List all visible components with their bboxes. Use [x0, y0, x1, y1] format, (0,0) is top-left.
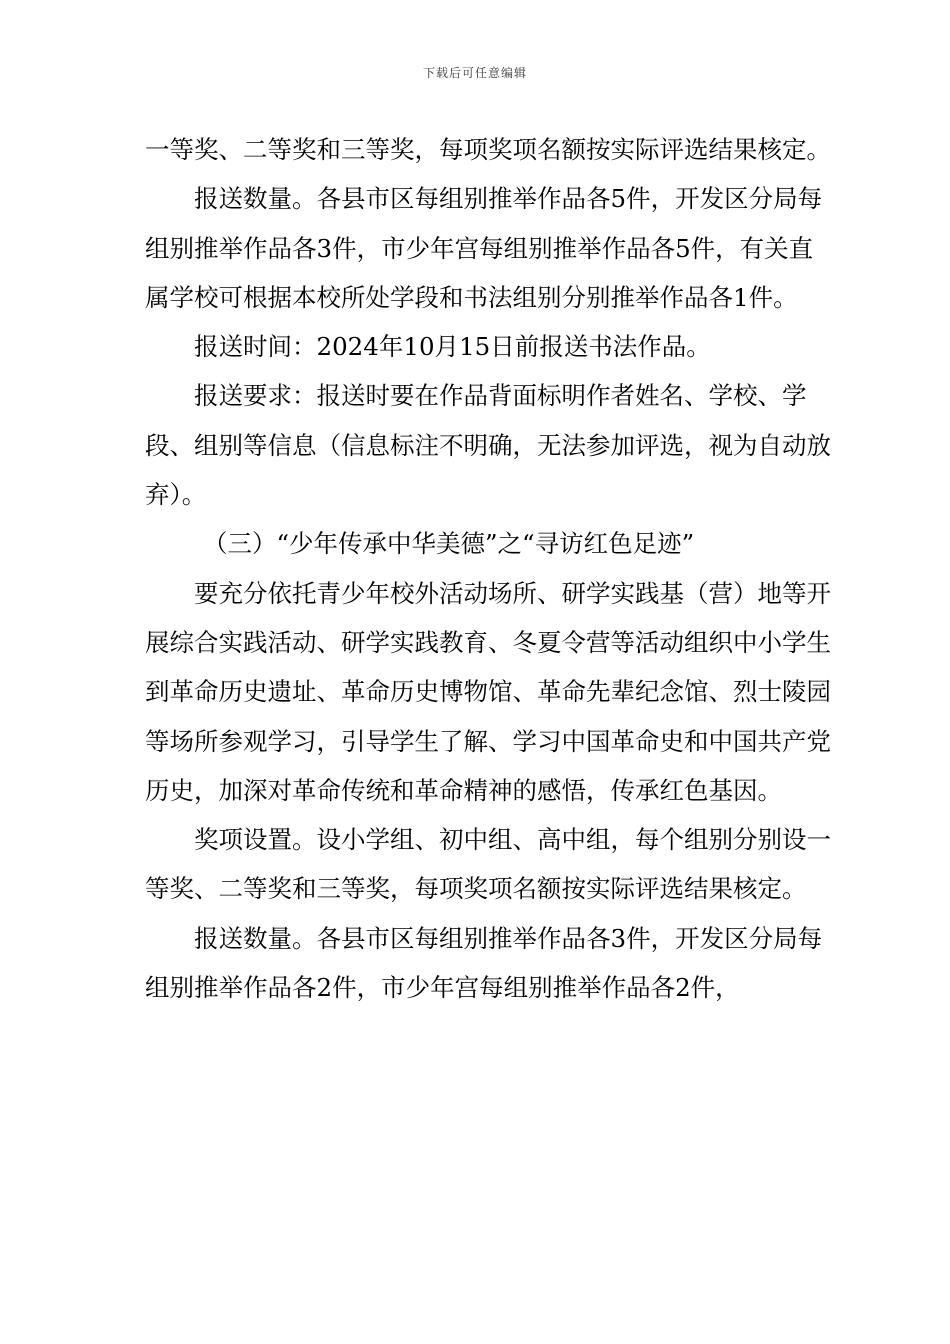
- paragraph-award-settings: 奖项设置。设小学组、初中组、高中组，每个组别分别设一等奖、二等奖和三等奖，每项奖项名额按实际评选结果核定。: [145, 825, 831, 904]
- paragraph-award-continuation: 一等奖、二等奖和三等奖，每项奖项名额按实际评选结果核定。: [145, 135, 831, 164]
- paragraph-submission-requirements: 报送要求：报送时要在作品背面标明作者姓名、学校、学段、组别等信息（信息标注不明确，无法参加评选，视为自动放弃）。: [145, 381, 831, 510]
- section-heading-3: （三）“少年传承中华美德”之“寻访红色足迹”: [203, 529, 695, 559]
- page-header: 下载后可任意编辑: [422, 66, 527, 80]
- paragraph-red-footprints: 要充分依托青少年校外活动场所、研学实践基（营）地等开展综合实践活动、研学实践教育、冬夏令营等活动组织中小学生到革命历史遗址、革命历史博物馆、革命先辈纪念馆、烈士陵园等场所参观学习，引导学生了解、学习中国革命史和中国共产党历史，加深对革命传统和革命精神的感悟，传承红色基因。: [145, 578, 831, 805]
- paragraph-submission-time: 报送时间：2024年10月15日前报送书法作品。: [194, 332, 711, 362]
- paragraph-submission-quantity: 报送数量。各县市区每组别推举作品各5件，开发区分局每组别推举作品各3件，市少年宫每组别推举作品各5件，有关直属学校可根据本校所处学段和书法组别分别推举作品各1件。: [145, 184, 823, 312]
- document-body: [145, 125, 835, 1012]
- paragraph-submission-quantity-2: 报送数量。各县市区每组别推举作品各3件，开发区分局每组别推举作品各2件，市少年宫每组别推举作品各2件，: [145, 923, 823, 1003]
